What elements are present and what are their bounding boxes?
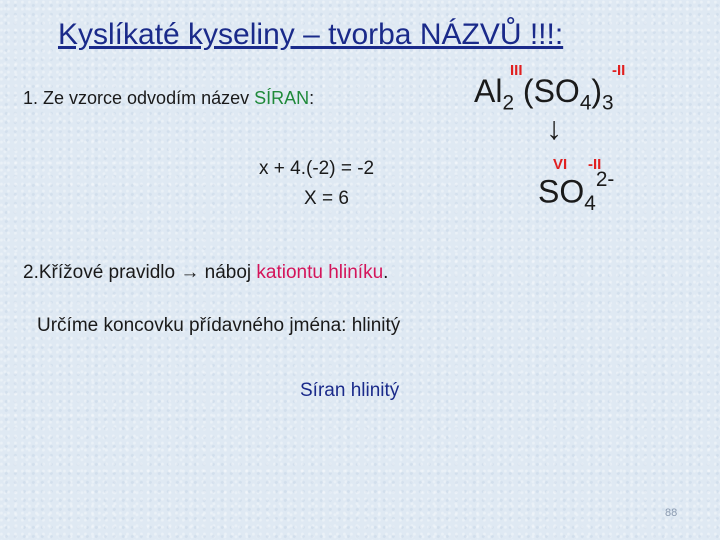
formula-aluminium-sulfate: $Al_2$ $(SO_4)_3$ (474, 73, 614, 115)
highlight-siran: SÍRAN (254, 88, 310, 108)
down-arrow-icon: ↓ (546, 110, 562, 146)
sulfate-ion: $SO_4^{2-}$ (538, 168, 615, 215)
oxidation-s: VI (553, 156, 568, 173)
equation-line-2: X = 6 (304, 188, 349, 209)
slide-title (58, 18, 563, 52)
equation-line-1: x + 4.(-2) = -2 (259, 158, 375, 179)
oxidation-al: III (510, 62, 523, 79)
step-2: 2.Křížové pravidlo → náboj kationtu hliníku. (23, 262, 389, 283)
result-name: Síran hlinitý (300, 380, 400, 401)
title-text: Kyslíkaté kyseliny – tvorba NÁZVŮ !!!: (58, 18, 564, 51)
highlight-cation: kationtu hliníku (256, 262, 384, 283)
oxidation-o: -II (588, 156, 602, 173)
oxidation-group: -II (612, 62, 626, 79)
page-number: 88 (665, 507, 678, 519)
step-3: Určíme koncovku přídavného jména: hlinitý (37, 315, 401, 336)
step-1: 1. Ze vzorce odvodím název SÍRAN: (23, 88, 315, 108)
